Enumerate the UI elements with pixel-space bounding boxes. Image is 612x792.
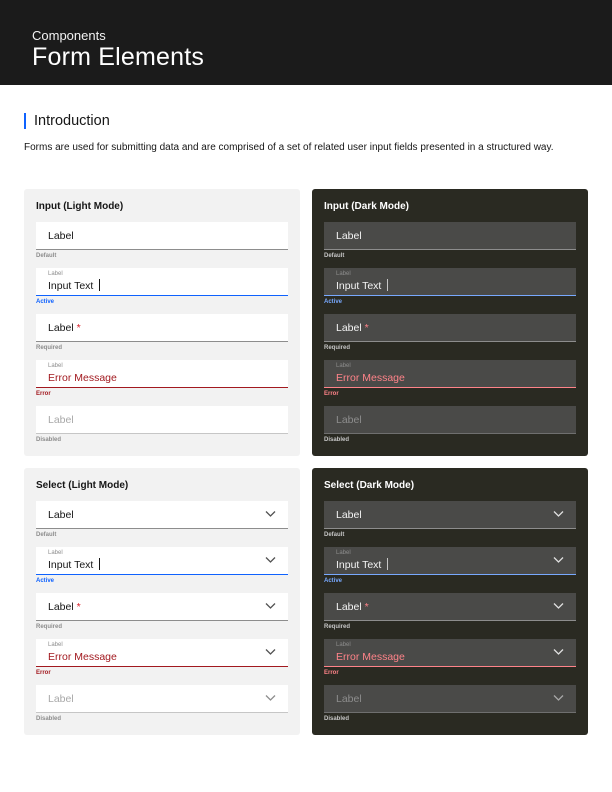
input-disabled: [36, 406, 288, 434]
input-required[interactable]: [36, 314, 288, 342]
text-cursor: [99, 279, 100, 291]
chevron-down-icon: [553, 510, 564, 518]
field-caption-default: Default: [324, 253, 345, 259]
text-cursor: [99, 558, 100, 570]
chevron-down-icon: [265, 556, 276, 564]
select-active[interactable]: [36, 547, 288, 575]
field-label: Label: [48, 509, 74, 521]
field-value: Input Text: [336, 279, 388, 293]
required-marker: *: [76, 322, 81, 334]
field-small-label: Label: [48, 271, 63, 277]
required-marker: *: [76, 601, 81, 613]
chevron-down-icon: [265, 694, 276, 702]
field-caption-required: Required: [36, 624, 63, 630]
field-caption-active: Active: [324, 578, 343, 584]
page-header: [0, 0, 612, 85]
field-caption-required: Required: [324, 624, 351, 630]
field-caption-active: Active: [36, 578, 55, 584]
field-label: Label: [336, 414, 362, 426]
field-label: Label *: [336, 322, 369, 334]
text-cursor: [387, 558, 388, 570]
field-caption-error: Error: [36, 391, 51, 397]
input-default[interactable]: [324, 222, 576, 250]
field-label: Label: [336, 509, 362, 521]
input-required[interactable]: [324, 314, 576, 342]
panel-title: Input (Dark Mode): [324, 201, 409, 212]
select-required[interactable]: [324, 593, 576, 621]
panel-title: Input (Light Mode): [36, 201, 124, 212]
field-label: Label *: [336, 601, 369, 613]
chevron-down-icon: [553, 694, 564, 702]
field-label: Label: [336, 693, 362, 705]
field-error-message: Error Message: [336, 372, 405, 384]
field-caption-active: Active: [36, 299, 55, 305]
input-default[interactable]: [36, 222, 288, 250]
select-disabled: [324, 685, 576, 713]
field-label: Label: [48, 693, 74, 705]
field-caption-required: Required: [36, 345, 63, 351]
field-small-label: Label: [336, 642, 351, 648]
input-error[interactable]: [324, 360, 576, 388]
panel-title: Select (Dark Mode): [324, 480, 415, 491]
input-dark-panel: [312, 189, 588, 456]
select-disabled: [36, 685, 288, 713]
text-cursor: [387, 279, 388, 291]
field-caption-disabled: Disabled: [324, 716, 350, 722]
select-active[interactable]: [324, 547, 576, 575]
required-marker: *: [364, 601, 369, 613]
field-label: Label *: [48, 601, 81, 613]
intro-paragraph: Forms are used for submitting data and are comprised of a set of related user input fields presented in a structured way.: [24, 142, 554, 153]
section-heading-introduction: Introduction: [24, 113, 110, 129]
select-default[interactable]: [324, 501, 576, 529]
field-error-message: Error Message: [336, 651, 405, 663]
select-required[interactable]: [36, 593, 288, 621]
input-active[interactable]: [324, 268, 576, 296]
field-caption-active: Active: [324, 299, 343, 305]
chevron-down-icon: [553, 602, 564, 610]
header-eyebrow: Components: [32, 28, 106, 43]
field-caption-error: Error: [324, 670, 339, 676]
input-light-panel: [24, 189, 300, 456]
field-value: Input Text: [336, 558, 388, 572]
field-caption-error: Error: [324, 391, 339, 397]
select-error[interactable]: [36, 639, 288, 667]
chevron-down-icon: [265, 648, 276, 656]
field-small-label: Label: [336, 550, 351, 556]
field-caption-error: Error: [36, 670, 51, 676]
field-value: Input Text: [48, 279, 100, 293]
field-error-message: Error Message: [48, 651, 117, 663]
chevron-down-icon: [265, 602, 276, 610]
field-error-message: Error Message: [48, 372, 117, 384]
field-small-label: Label: [48, 363, 63, 369]
field-small-label: Label: [48, 550, 63, 556]
field-value: Input Text: [48, 558, 100, 572]
field-caption-default: Default: [324, 532, 345, 538]
page-title: Form Elements: [32, 43, 205, 71]
input-disabled: [324, 406, 576, 434]
field-label: Label *: [48, 322, 81, 334]
field-small-label: Label: [48, 642, 63, 648]
field-small-label: Label: [336, 363, 351, 369]
field-label: Label: [48, 414, 74, 426]
panel-title: Select (Light Mode): [36, 480, 129, 491]
field-caption-default: Default: [36, 253, 57, 259]
required-marker: *: [364, 322, 369, 334]
field-small-label: Label: [336, 271, 351, 277]
chevron-down-icon: [553, 556, 564, 564]
field-caption-required: Required: [324, 345, 351, 351]
field-label: Label: [336, 230, 362, 242]
select-error[interactable]: [324, 639, 576, 667]
field-caption-disabled: Disabled: [324, 437, 350, 443]
select-light-panel: [24, 468, 300, 735]
input-active[interactable]: [36, 268, 288, 296]
select-dark-panel: [312, 468, 588, 735]
chevron-down-icon: [553, 648, 564, 656]
chevron-down-icon: [265, 510, 276, 518]
select-default[interactable]: [36, 501, 288, 529]
field-caption-disabled: Disabled: [36, 716, 62, 722]
field-caption-default: Default: [36, 532, 57, 538]
field-label: Label: [48, 230, 74, 242]
field-caption-disabled: Disabled: [36, 437, 62, 443]
input-error[interactable]: [36, 360, 288, 388]
